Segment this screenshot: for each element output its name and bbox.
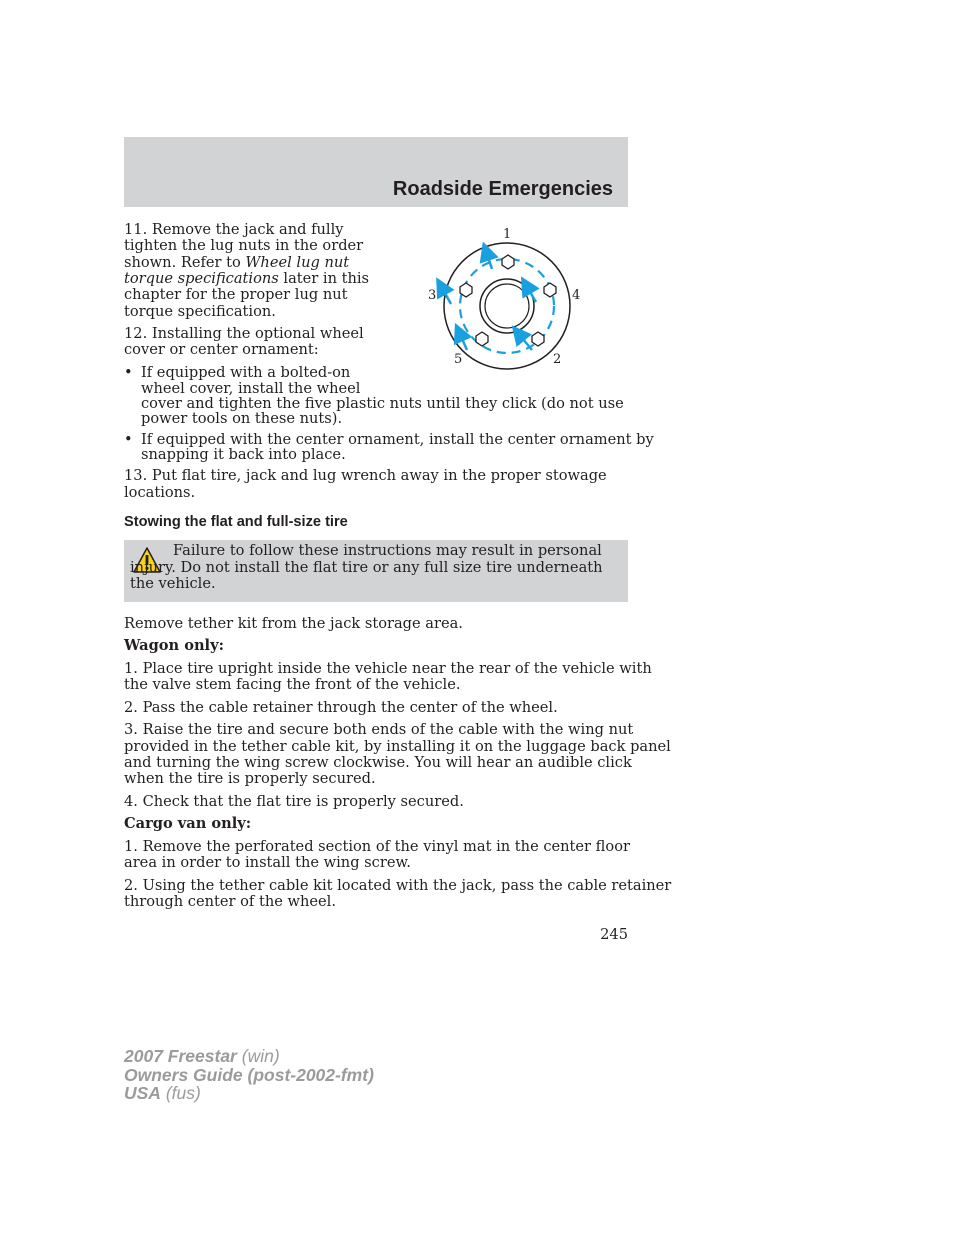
warning-text: Failure to follow these instructions may result in personal injury. Do not install the flat tire or any full size tire underneath the vehicle. [130, 542, 603, 592]
lug-nut-icon [532, 332, 544, 346]
bullet-line: cover and tighten the five plastic nuts until they click (do not use [141, 395, 624, 412]
footer-line [124, 1047, 374, 1066]
wagon-step-line: 1. Place tire upright inside the vehicle near the rear of the vehicle with [124, 660, 652, 677]
wagon-heading: Wagon only: [124, 637, 224, 654]
footer [124, 1047, 374, 1103]
arrow-icon [486, 251, 492, 269]
step-11-line: tighten the lug nuts in the order [124, 237, 364, 254]
bullet-line: snapping it back into place. [141, 446, 346, 463]
step-11-text: later in this [278, 270, 370, 287]
cargo-step-line: 1. Remove the perforated section of the vinyl mat in the center floor [124, 838, 630, 855]
footer-guide: Owners Guide (post-2002-fmt) [124, 1064, 374, 1085]
footer-line [124, 1084, 374, 1103]
diagram-label-1: 1 [503, 227, 512, 242]
step-11-line: chapter for the proper lug nut [124, 286, 348, 303]
bullet-line: wheel cover, install the wheel [141, 380, 361, 397]
lug-nut-icon [460, 283, 472, 297]
section-title: Roadside Emergencies [392, 178, 613, 200]
cargo-step-line: 2. Using the tether cable kit located with the jack, pass the cable retainer [124, 877, 672, 894]
lug-nut-icon [544, 283, 556, 297]
bullet-dot: • [124, 364, 133, 381]
hub-inner [485, 284, 529, 328]
bullet-line: power tools on these nuts). [141, 410, 343, 427]
step-11-line: 11. Remove the jack and fully [124, 221, 344, 238]
diagram-label-3: 3 [428, 288, 437, 303]
wagon-step-line: when the tire is properly secured. [124, 770, 376, 787]
step-13-line: locations. [124, 484, 196, 501]
arrow-icon [518, 333, 532, 350]
step-12-line: 12. Installing the optional wheel [124, 325, 364, 342]
header-band [124, 137, 628, 207]
torque-spec-reference: Wheel lug nut [245, 254, 350, 271]
footer-line [124, 1066, 374, 1085]
wagon-step-line: and turning the wing screw clockwise. You will hear an audible click [124, 754, 632, 771]
wagon-step-line: the valve stem facing the front of the vehicle. [124, 676, 461, 693]
wagon-step-line: 3. Raise the tire and secure both ends of the cable with the wing nut [124, 721, 634, 738]
diagram-label-2: 2 [553, 352, 562, 367]
wagon-step-4: 4. Check that the flat tire is properly secured. [124, 793, 464, 810]
cargo-heading: Cargo van only: [124, 815, 252, 832]
lug-nut-icon [502, 255, 514, 269]
diagram-label-5: 5 [454, 352, 463, 367]
step-13-line: 13. Put flat tire, jack and lug wrench away in the proper stowage [124, 467, 607, 484]
footer-model: 2007 Freestar [124, 1046, 237, 1066]
intro-text: Remove tether kit from the jack storage area. [124, 615, 463, 632]
footer-code: (fus) [160, 1083, 201, 1103]
page-number: 245 [600, 926, 628, 943]
footer-code: (win) [236, 1046, 280, 1066]
bullet-text: If equipped with a bolted-on [141, 364, 351, 381]
cargo-step-line: through center of the wheel. [124, 893, 336, 910]
wagon-step-2: 2. Pass the cable retainer through the center of the wheel. [124, 699, 558, 716]
step-11-line: torque specification. [124, 303, 276, 320]
bullet-text: If equipped with the center ornament, install the center ornament by [141, 431, 654, 448]
lug-nut-order-diagram [420, 222, 590, 372]
diagram-label-4: 4 [572, 288, 581, 303]
torque-spec-reference: torque specifications [124, 270, 279, 287]
lug-nut-icon [476, 332, 488, 346]
cargo-step-line: area in order to install the wing screw. [124, 854, 411, 871]
section-heading: Stowing the flat and full-size tire [124, 514, 348, 530]
wagon-step-line: provided in the tether cable kit, by installing it on the luggage back panel [124, 738, 671, 755]
step-12-line: cover or center ornament: [124, 341, 319, 358]
bullet-dot: • [124, 431, 133, 448]
footer-region: USA [124, 1083, 161, 1103]
warning-box [124, 540, 628, 602]
step-11-text: shown. Refer to [124, 254, 246, 271]
